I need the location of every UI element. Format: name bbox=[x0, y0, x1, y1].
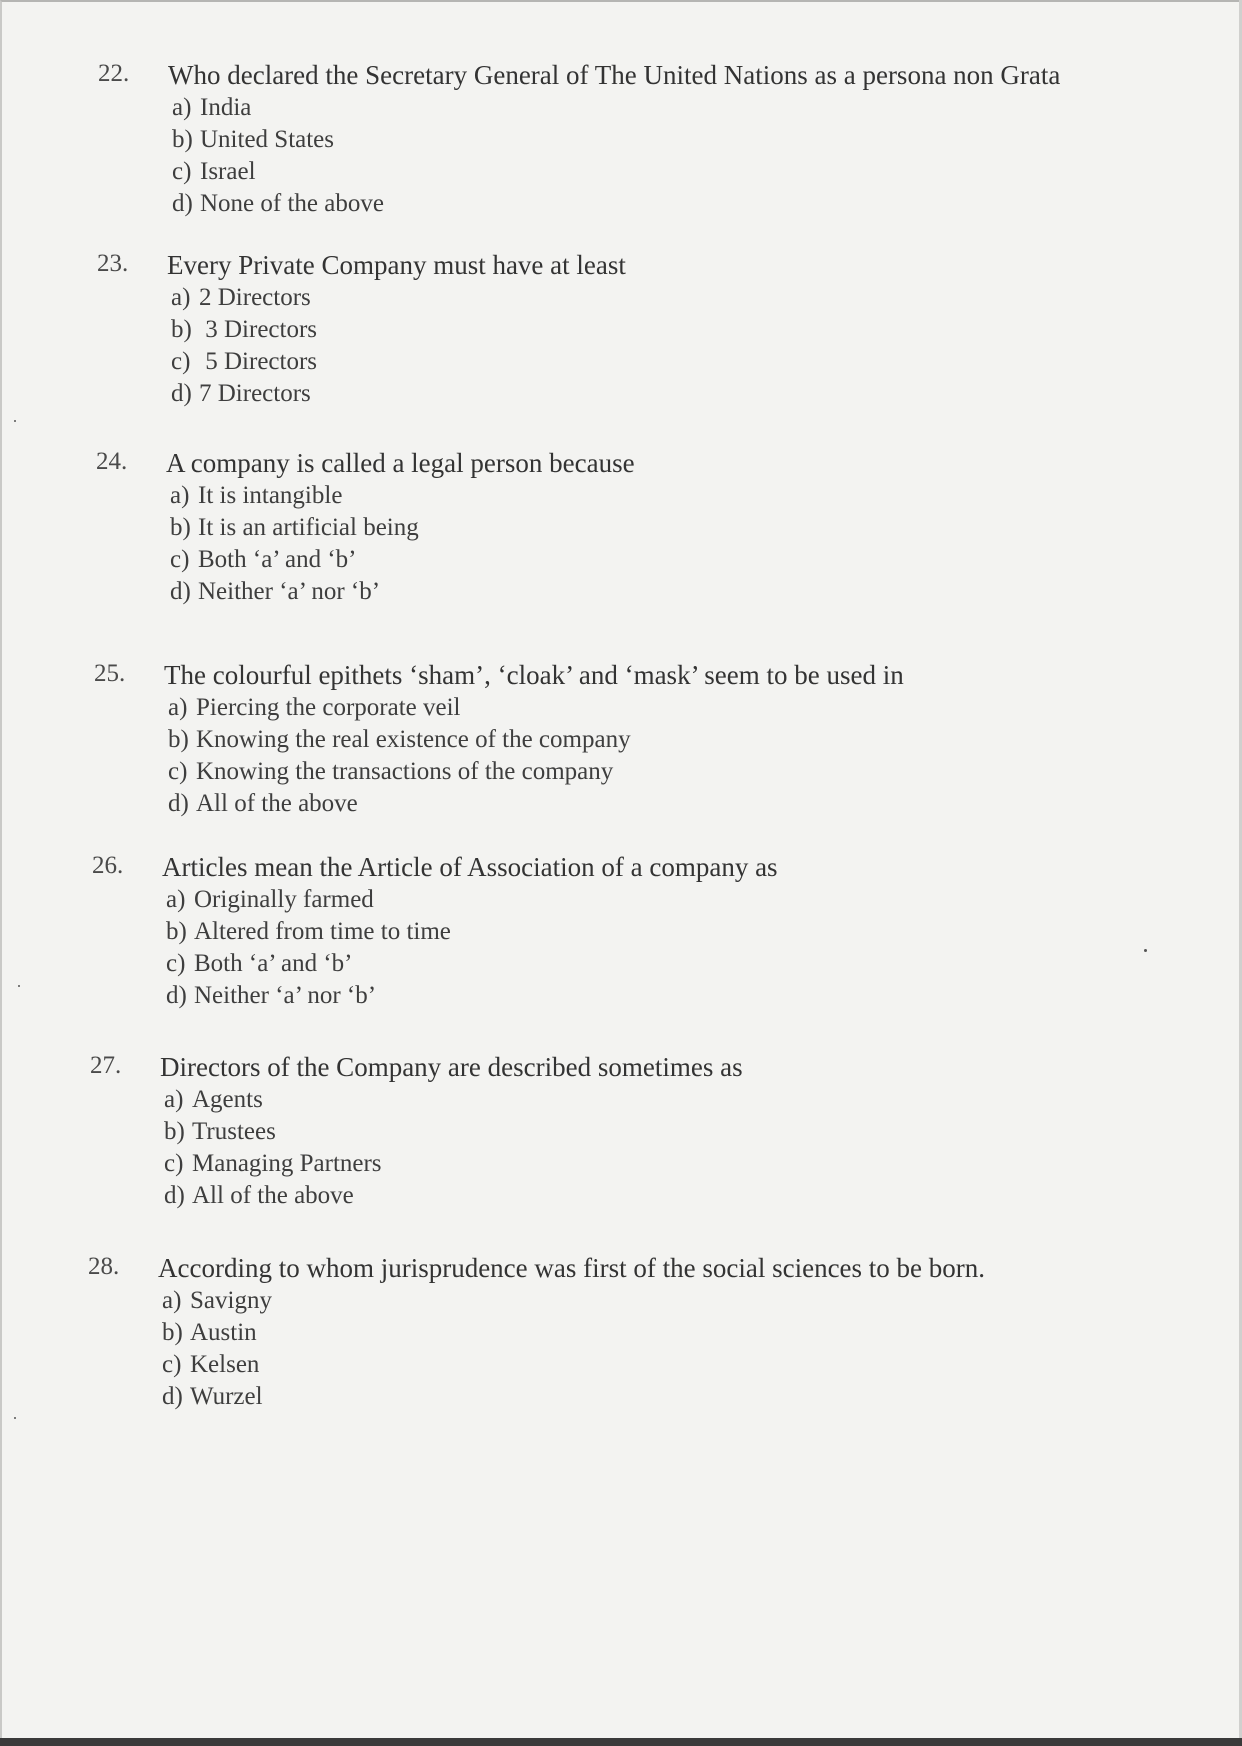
option-list bbox=[168, 692, 631, 820]
option-letter: a) bbox=[172, 94, 192, 121]
option-c bbox=[164, 1148, 382, 1180]
option-letter: a) bbox=[162, 1287, 182, 1314]
option-text: Altered from time to time bbox=[194, 918, 451, 945]
question-text: Who declared the Secretary General of The United Nations as a persona non Grata bbox=[168, 60, 1061, 90]
option-text: Israel bbox=[200, 158, 256, 185]
option-d bbox=[166, 980, 451, 1012]
option-a bbox=[168, 692, 631, 724]
option-letter: d) bbox=[166, 982, 187, 1009]
question-text: Directors of the Company are described sometimes as bbox=[160, 1052, 743, 1082]
question-number: 26. bbox=[92, 852, 124, 879]
question-number: 24. bbox=[96, 448, 128, 475]
question-number: 28. bbox=[88, 1253, 120, 1280]
option-list bbox=[172, 92, 384, 220]
option-c bbox=[171, 346, 317, 378]
option-list bbox=[162, 1285, 272, 1413]
option-text: 2 Directors bbox=[199, 284, 311, 311]
option-text: All of the above bbox=[196, 790, 358, 817]
question-number: 25. bbox=[94, 660, 126, 687]
option-letter: c) bbox=[171, 348, 191, 375]
question-text: Articles mean the Article of Association of a company as bbox=[162, 852, 778, 882]
option-text: Savigny bbox=[190, 1287, 272, 1314]
option-text: All of the above bbox=[192, 1182, 354, 1209]
option-text: Agents bbox=[192, 1086, 263, 1113]
option-text: Neither ‘a’ nor ‘b’ bbox=[198, 578, 381, 605]
option-b bbox=[172, 124, 384, 156]
option-list bbox=[170, 480, 419, 608]
question-text: A company is called a legal person because bbox=[166, 448, 635, 478]
option-a bbox=[164, 1084, 382, 1116]
option-text: 3 Directors bbox=[199, 316, 318, 343]
option-c bbox=[168, 756, 631, 788]
option-letter: b) bbox=[166, 918, 187, 945]
option-text: It is an artificial being bbox=[198, 514, 419, 541]
option-list bbox=[171, 282, 317, 410]
option-list bbox=[166, 884, 451, 1012]
option-b bbox=[162, 1317, 272, 1349]
question-text: Every Private Company must have at least bbox=[167, 250, 626, 280]
question-text: According to whom jurisprudence was first of the social sciences to be born. bbox=[158, 1253, 986, 1283]
option-text: Neither ‘a’ nor ‘b’ bbox=[194, 982, 377, 1009]
option-list bbox=[164, 1084, 382, 1212]
option-text: Trustees bbox=[192, 1118, 276, 1145]
option-d bbox=[168, 788, 631, 820]
option-a bbox=[172, 92, 384, 124]
option-text: Kelsen bbox=[190, 1351, 260, 1378]
option-c bbox=[170, 544, 419, 576]
option-c bbox=[162, 1349, 272, 1381]
option-letter: d) bbox=[170, 578, 191, 605]
question-number: 23. bbox=[97, 250, 129, 277]
option-a bbox=[171, 282, 317, 314]
option-b bbox=[168, 724, 631, 756]
option-text: Wurzel bbox=[190, 1383, 263, 1410]
option-b bbox=[170, 512, 419, 544]
option-text: Knowing the transactions of the company bbox=[196, 758, 614, 785]
option-text: It is intangible bbox=[198, 482, 343, 509]
option-text: None of the above bbox=[200, 190, 384, 217]
option-letter: b) bbox=[170, 514, 191, 541]
option-letter: a) bbox=[170, 482, 190, 509]
option-letter: a) bbox=[171, 284, 191, 311]
question-text: The colourful epithets ‘sham’, ‘cloak’ and ‘mask’ seem to be used in bbox=[164, 660, 904, 690]
option-text: Austin bbox=[190, 1319, 257, 1346]
option-letter: c) bbox=[170, 546, 190, 573]
option-text: Both ‘a’ and ‘b’ bbox=[194, 950, 353, 977]
option-letter: c) bbox=[168, 758, 188, 785]
option-d bbox=[162, 1381, 272, 1413]
option-letter: c) bbox=[162, 1351, 182, 1378]
option-a bbox=[162, 1285, 272, 1317]
option-letter: d) bbox=[162, 1383, 183, 1410]
option-text: Knowing the real existence of the company bbox=[196, 726, 631, 753]
option-text: 7 Directors bbox=[199, 380, 311, 407]
option-letter: a) bbox=[168, 694, 188, 721]
option-letter: d) bbox=[172, 190, 193, 217]
option-letter: a) bbox=[164, 1086, 184, 1113]
option-letter: b) bbox=[164, 1118, 185, 1145]
option-letter: d) bbox=[164, 1182, 185, 1209]
option-b bbox=[166, 916, 451, 948]
option-letter: c) bbox=[164, 1150, 184, 1177]
option-text: Piercing the corporate veil bbox=[196, 694, 461, 721]
option-letter: d) bbox=[171, 380, 192, 407]
option-c bbox=[166, 948, 451, 980]
option-text: United States bbox=[200, 126, 335, 153]
option-letter: c) bbox=[172, 158, 192, 185]
question-number: 22. bbox=[98, 60, 130, 87]
option-text: Originally farmed bbox=[194, 886, 374, 913]
option-a bbox=[166, 884, 451, 916]
option-d bbox=[172, 188, 384, 220]
option-a bbox=[170, 480, 419, 512]
option-d bbox=[164, 1180, 382, 1212]
option-letter: c) bbox=[166, 950, 186, 977]
option-letter: d) bbox=[168, 790, 189, 817]
option-c bbox=[172, 156, 384, 188]
option-text: Both ‘a’ and ‘b’ bbox=[198, 546, 357, 573]
option-b bbox=[164, 1116, 382, 1148]
option-letter: b) bbox=[172, 126, 193, 153]
option-text: 5 Directors bbox=[199, 348, 318, 375]
option-letter: b) bbox=[168, 726, 189, 753]
option-d bbox=[171, 378, 317, 410]
option-d bbox=[170, 576, 419, 608]
option-text: India bbox=[200, 94, 252, 121]
option-letter: a) bbox=[166, 886, 186, 913]
option-letter: b) bbox=[171, 316, 192, 343]
option-text: Managing Partners bbox=[192, 1150, 382, 1177]
question-number: 27. bbox=[90, 1052, 122, 1079]
option-b bbox=[171, 314, 317, 346]
option-letter: b) bbox=[162, 1319, 183, 1346]
